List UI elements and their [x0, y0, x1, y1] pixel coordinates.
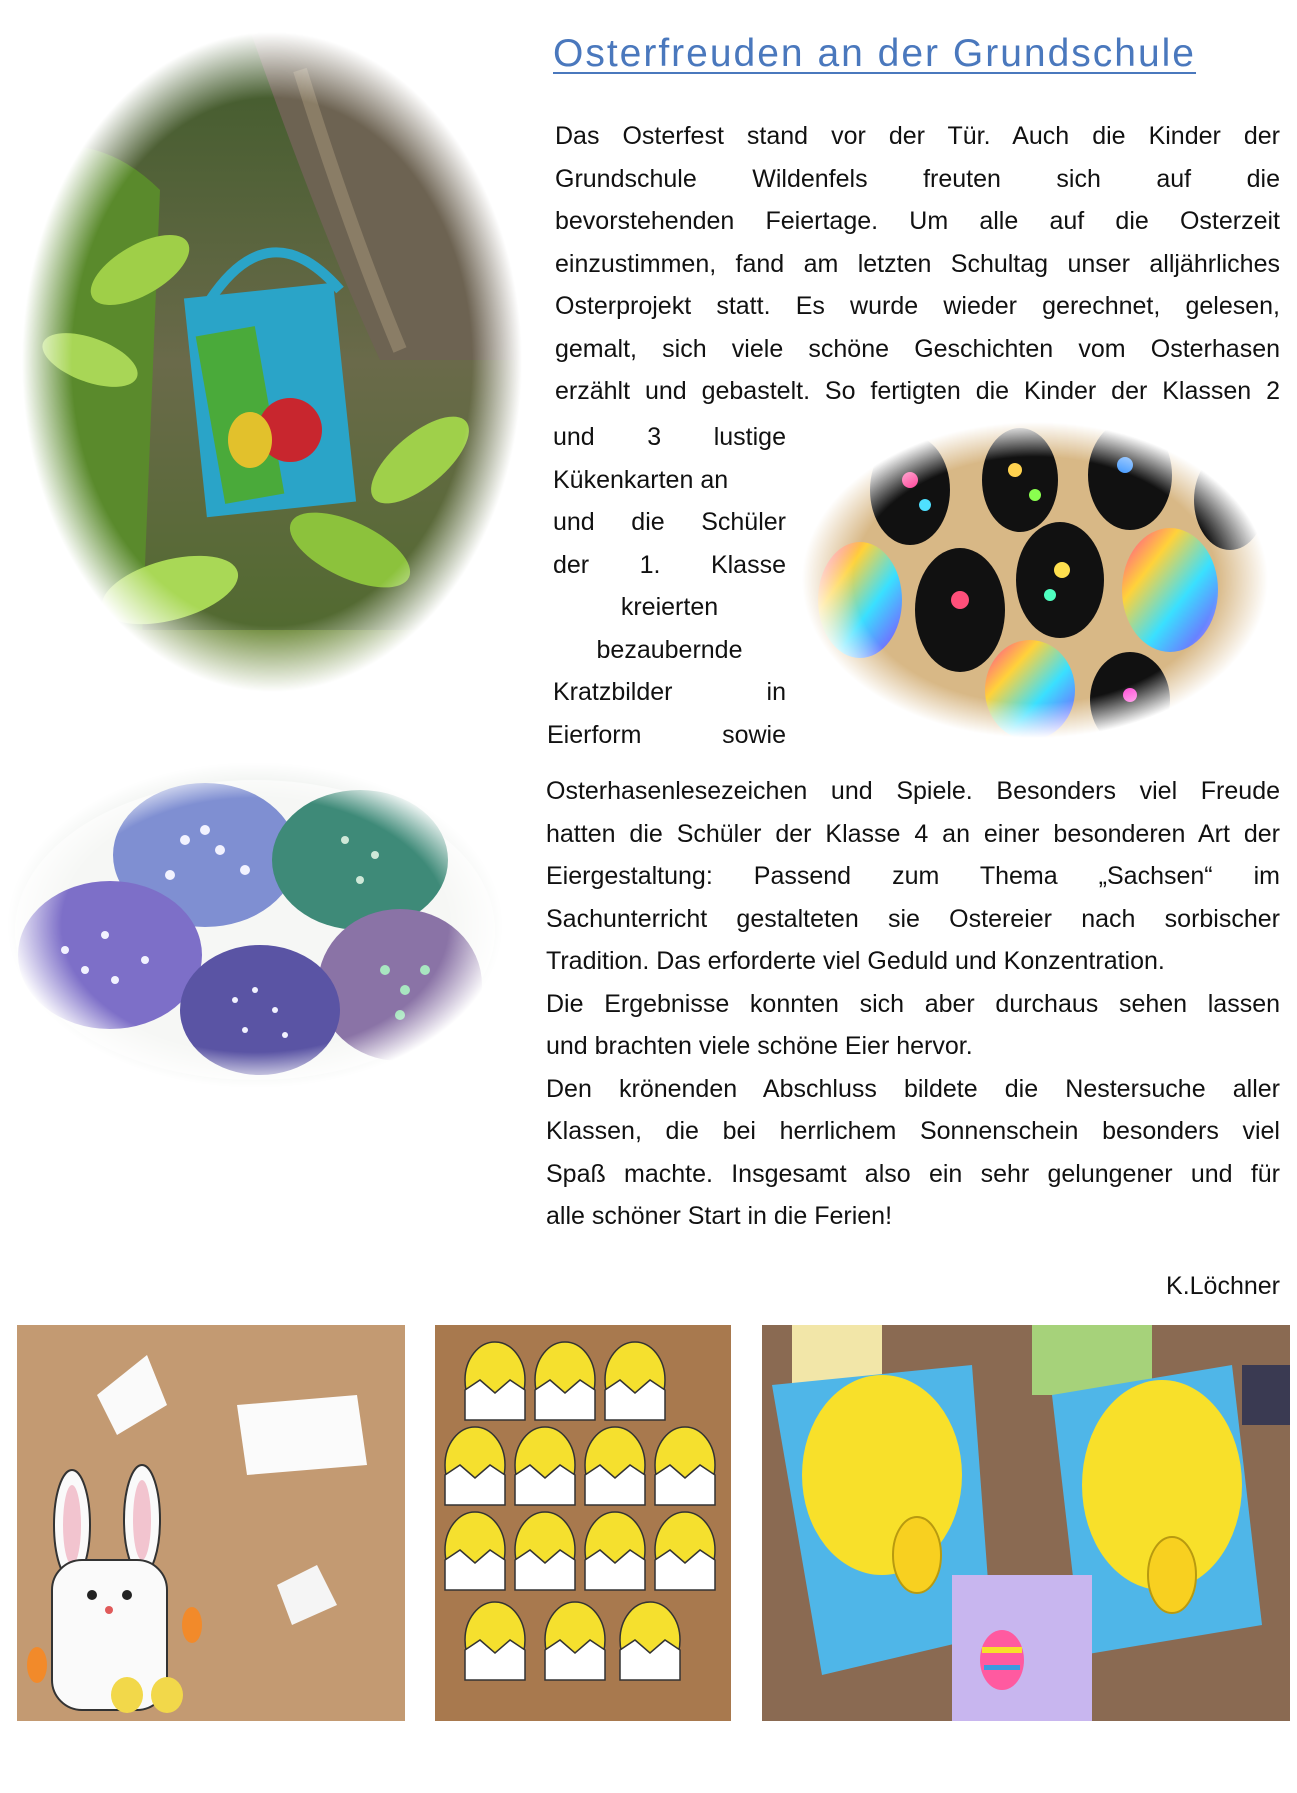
text-line: Kükenkarten an	[553, 465, 729, 494]
scratch-egg-art-photo	[800, 420, 1270, 740]
text-line: Den krönenden Abschluss bildete die Nestersuche aller	[546, 1074, 1280, 1103]
text-line: Kratzbilder in	[553, 678, 786, 706]
text-line: hatten die Schüler der Klasse 4 an einer besonderen Art der	[546, 819, 1280, 848]
paper-chicks-photo	[435, 1325, 731, 1721]
main-paragraph	[546, 770, 1280, 1238]
text-line: bevorstehenden Feiertage. Um alle auf die Osterzeit	[555, 207, 1280, 235]
text-line: einzustimmen, fand am letzten Schultag unser alljährliches	[555, 249, 1280, 278]
text-line: Das Osterfest stand vor der Tür. Auch die Kinder der	[555, 122, 1280, 150]
text-line: gemalt, sich viele schöne Geschichten vom Osterhasen	[555, 334, 1280, 363]
author-signature: K.Löchner	[1166, 1272, 1280, 1300]
chick-popup-cards-photo	[762, 1325, 1290, 1721]
text-line: bezaubernde	[596, 635, 743, 664]
text-line: und die Schüler	[553, 508, 786, 536]
text-line: Spaß machte. Insgesamt also ein sehr gelungener und für	[546, 1159, 1280, 1188]
bunny-bookmark-photo	[17, 1325, 405, 1721]
text-line: der 1. Klasse	[553, 550, 786, 579]
text-line: und 3 lustige	[553, 423, 786, 451]
text-line: erzählt und gebastelt. So fertigten die Kinder der Klassen 2	[555, 377, 1280, 405]
text-line: Die Ergebnisse konnten sich aber durchaus sehen lassen	[546, 989, 1280, 1018]
text-line: und brachten viele schöne Eier hervor.	[546, 1032, 973, 1060]
text-line: Osterprojekt statt. Es wurde wieder gerechnet, gelesen,	[555, 292, 1280, 320]
text-line: Klassen, die bei herrlichem Sonnenschein besonders viel	[546, 1117, 1280, 1145]
text-line: kreierten	[620, 593, 719, 621]
intro-paragraph	[555, 115, 1280, 413]
page-title: Osterfreuden an der Grundschule	[553, 32, 1197, 75]
text-line: Grundschule Wildenfels freuten sich auf die	[555, 164, 1280, 193]
easter-basket-photo	[20, 30, 525, 695]
text-line: Eiergestaltung: Passend zum Thema „Sachsen“ im	[546, 862, 1280, 890]
text-line: Sachunterricht gestalteten sie Ostereier nach sorbischer	[546, 904, 1280, 933]
text-line: Osterhasenlesezeichen und Spiele. Besonders viel Freude	[546, 777, 1280, 805]
text-line: Tradition. Das erforderte viel Geduld und Konzentration.	[546, 947, 1165, 975]
text-line: alle schöner Start in die Ferien!	[546, 1202, 893, 1230]
text-line: Eierform sowie	[547, 720, 786, 749]
narrow-paragraph	[547, 416, 786, 756]
dyed-eggs-photo	[5, 760, 505, 1090]
